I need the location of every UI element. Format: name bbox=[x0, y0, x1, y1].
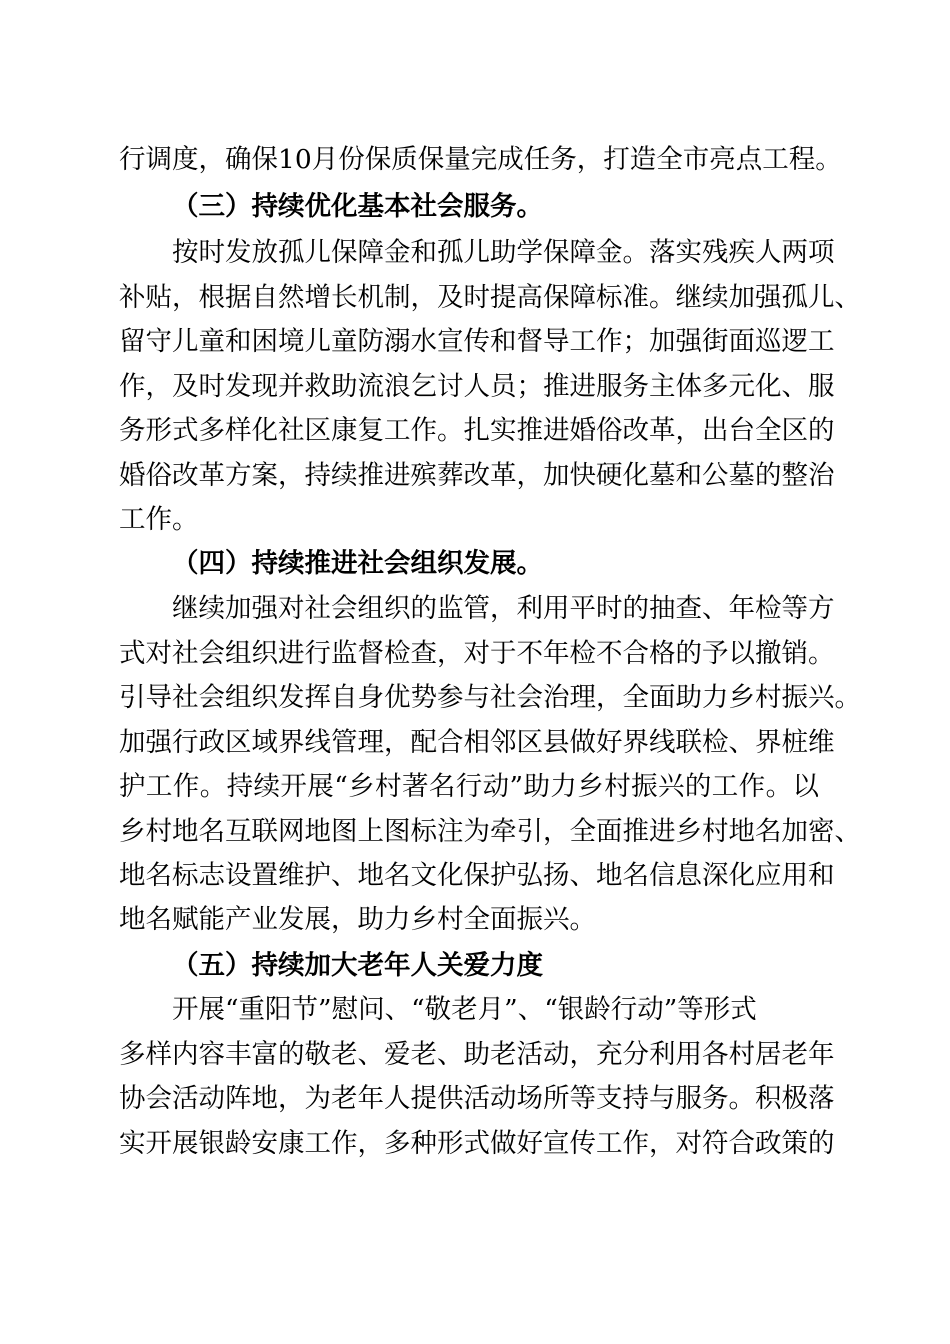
section-heading-5: （五）持续加大老年人关爱力度 bbox=[172, 950, 543, 981]
paragraph-line: 补贴，根据自然增长机制，及时提高保障标准。继续加强孤儿、 bbox=[119, 282, 861, 313]
paragraph-line: 多样内容丰富的敬老、爱老、助老活动，充分利用各村居老年 bbox=[119, 1039, 835, 1070]
paragraph-line: 作，及时发现并救助流浪乞讨人员；推进服务主体多元化、服 bbox=[119, 371, 835, 402]
paragraph-line: 地名标志设置维护、地名文化保护弘扬、地名信息深化应用和 bbox=[119, 860, 835, 891]
paragraph-line: 婚俗改革方案，持续推进殡葬改革，加快硬化墓和公墓的整治 bbox=[119, 460, 835, 491]
paragraph-line: 继续加强对社会组织的监管，利用平时的抽查、年检等方 bbox=[172, 593, 835, 624]
paragraph-line: 工作。 bbox=[119, 504, 199, 535]
paragraph-line: 引导社会组织发挥自身优势参与社会治理，全面助力乡村振兴。 bbox=[119, 682, 861, 713]
paragraph-line: 按时发放孤儿保障金和孤儿助学保障金。落实残疾人两项 bbox=[172, 237, 835, 268]
paragraph-line: 实开展银龄安康工作，多种形式做好宣传工作，对符合政策的 bbox=[119, 1128, 835, 1159]
paragraph-line: 留守儿童和困境儿童防溺水宣传和督导工作；加强街面巡逻工 bbox=[119, 326, 835, 357]
paragraph-line: 式对社会组织进行监督检查，对于不年检不合格的予以撤销。 bbox=[119, 638, 835, 669]
paragraph-line: 协会活动阵地，为老年人提供活动场所等支持与服务。积极落 bbox=[119, 1083, 835, 1114]
paragraph-line: 乡村地名互联网地图上图标注为牵引，全面推进乡村地名加密、 bbox=[119, 816, 861, 847]
text-line: 行调度，确保10月份保质保量完成任务，打造全市亮点工程。 bbox=[119, 144, 842, 175]
section-heading-4: （四）持续推进社会组织发展。 bbox=[172, 548, 543, 579]
section-heading-3: （三）持续优化基本社会服务。 bbox=[172, 191, 543, 222]
paragraph-line: 护工作。持续开展“乡村著名行动”助力乡村振兴的工作。以 bbox=[119, 771, 819, 802]
paragraph-line: 务形式多样化社区康复工作。扎实推进婚俗改革，出台全区的 bbox=[119, 415, 835, 446]
paragraph-line: 加强行政区域界线管理，配合相邻区县做好界线联检、界桩维 bbox=[119, 727, 835, 758]
paragraph-line: 开展“重阳节”慰问、“敬老月”、“银龄行动”等形式 bbox=[172, 994, 757, 1025]
paragraph-line: 地名赋能产业发展，助力乡村全面振兴。 bbox=[119, 904, 596, 935]
